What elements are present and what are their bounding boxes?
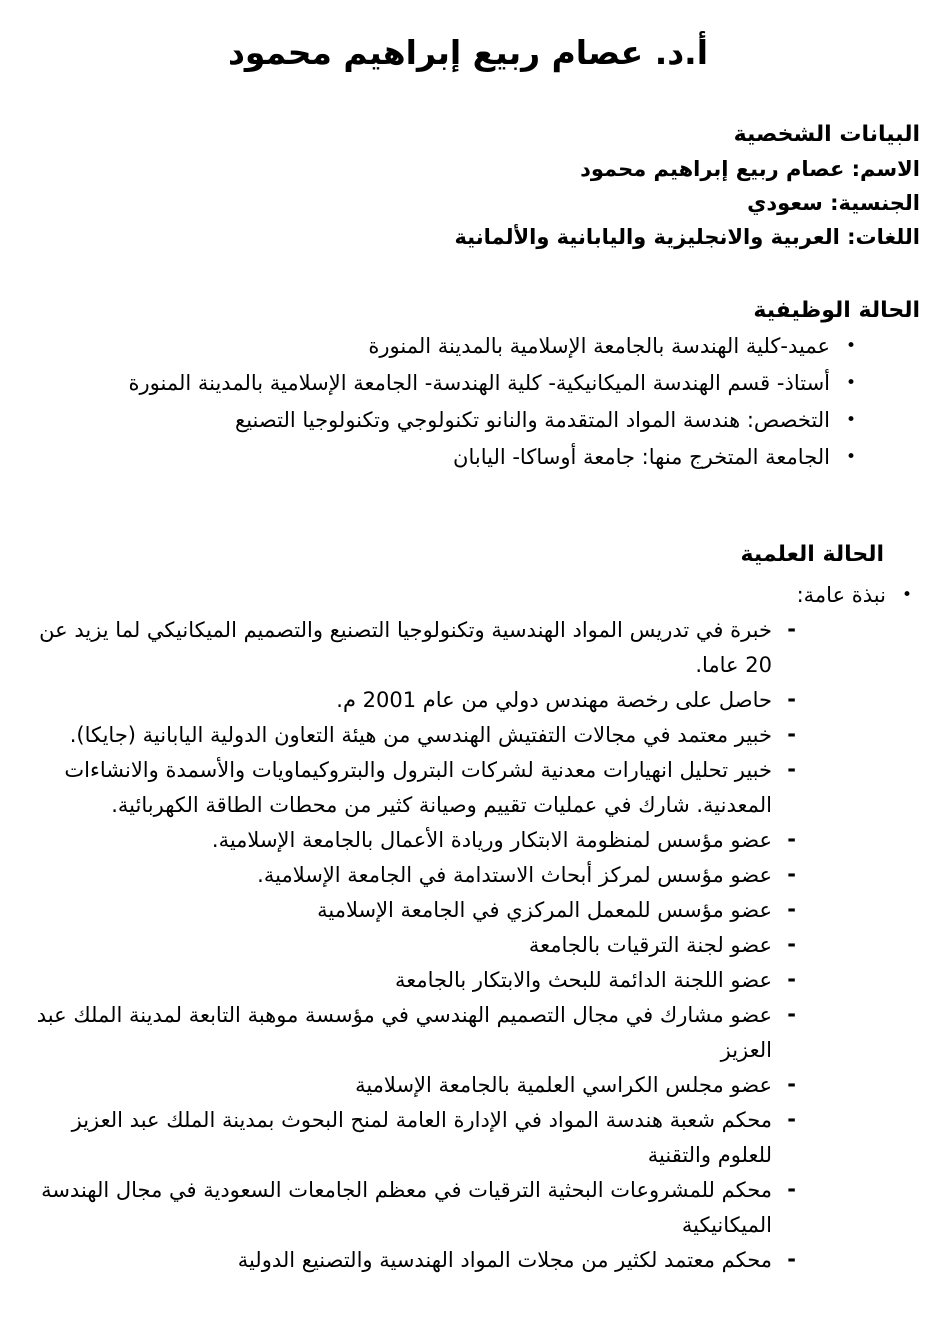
dash-icon: - bbox=[787, 1247, 796, 1271]
dash-icon: - bbox=[787, 617, 796, 641]
dash-icon: - bbox=[787, 1002, 796, 1026]
list-item bbox=[28, 1103, 796, 1173]
section-job-status bbox=[0, 294, 936, 476]
dash-icon: - bbox=[787, 722, 796, 746]
bullet-icon: • bbox=[845, 410, 856, 430]
name-line: الاسم: عصام ربيع إبراهيم محمود bbox=[580, 157, 920, 181]
dash-icon: - bbox=[787, 687, 796, 711]
list-item bbox=[28, 365, 856, 402]
list-item-text: عضو اللجنة الدائمة للبحث والابتكار بالجامعة bbox=[394, 968, 772, 992]
bullet-icon: • bbox=[845, 447, 856, 467]
overview-label-item bbox=[28, 578, 912, 613]
bullet-icon: • bbox=[845, 373, 856, 393]
list-item-text: أستاذ- قسم الهندسة الميكانيكية- كلية الهندسة- الجامعة الإسلامية بالمدينة المنورة bbox=[128, 371, 830, 395]
scientific-status-heading: الحالة العلمية bbox=[740, 542, 884, 567]
list-item-text: التخصص: هندسة المواد المتقدمة والنانو تكنولوجي وتكنولوجيا التصنيع bbox=[235, 408, 830, 432]
list-item-text: خبرة في تدريس المواد الهندسية وتكنولوجيا التصنيع والتصميم الميكانيكي لما يزيد عن 20 عاما. bbox=[39, 618, 772, 677]
list-item-text: محكم معتمد لكثير من مجلات المواد الهندسية والتصنيع الدولية bbox=[237, 1248, 772, 1272]
list-item-text: محكم شعبة هندسة المواد في الإدارة العامة لمنح البحوث بمدينة الملك عبد العزيز للعلوم والتقنية bbox=[71, 1108, 772, 1167]
document-title: أ.د. عصام ربيع إبراهيم محمود bbox=[227, 33, 709, 72]
list-item bbox=[28, 439, 856, 476]
list-item bbox=[28, 718, 796, 753]
dash-icon: - bbox=[787, 757, 796, 781]
dash-icon: - bbox=[787, 967, 796, 991]
nationality-line: الجنسية: سعودي bbox=[747, 191, 920, 215]
list-item-text: الجامعة المتخرج منها: جامعة أوساكا- اليابان bbox=[453, 445, 830, 469]
dash-icon: - bbox=[787, 862, 796, 886]
list-item bbox=[28, 613, 796, 683]
list-item bbox=[28, 963, 796, 998]
list-item-text: حاصل على رخصة مهندس دولي من عام 2001 م. bbox=[336, 688, 772, 712]
dash-icon: - bbox=[787, 1177, 796, 1201]
languages-line: اللغات: العربية والانجليزية واليابانية والألمانية bbox=[454, 225, 920, 249]
list-item bbox=[28, 823, 796, 858]
list-item-text: عميد-كلية الهندسة بالجامعة الإسلامية بالمدينة المنورة bbox=[368, 334, 830, 358]
section-scientific-status bbox=[0, 538, 936, 1278]
bullet-icon: • bbox=[901, 585, 912, 605]
dash-icon: - bbox=[787, 897, 796, 921]
list-item-text: محكم للمشروعات البحثية الترقيات في معظم الجامعات السعودية في مجال الهندسة الميكانيكية bbox=[41, 1178, 772, 1237]
list-item bbox=[28, 928, 796, 963]
list-item-text: عضو مؤسس للمعمل المركزي في الجامعة الإسلامية bbox=[317, 898, 772, 922]
job-status-heading: الحالة الوظيفية bbox=[753, 298, 920, 323]
section-personal-data bbox=[0, 118, 936, 254]
dash-icon: - bbox=[787, 1107, 796, 1131]
list-item bbox=[28, 1173, 796, 1243]
list-item bbox=[28, 328, 856, 365]
list-item bbox=[28, 998, 796, 1068]
overview-label-text: نبذة عامة: bbox=[796, 583, 886, 607]
dash-icon: - bbox=[787, 1072, 796, 1096]
dash-icon: - bbox=[787, 932, 796, 956]
list-item-text: خبير معتمد في مجالات التفتيش الهندسي من هيئة التعاون الدولية اليابانية (جايكا). bbox=[69, 723, 772, 747]
list-item bbox=[28, 753, 796, 823]
list-item-text: عضو لجنة الترقيات بالجامعة bbox=[528, 933, 772, 957]
list-item-text: خبير تحليل انهيارات معدنية لشركات البترول والبتروكيماويات والأسمدة والانشاءات المعدنية. شارك في عمليات تقييم وصيانة كثير من محطات الطاقة الكهربائية. bbox=[64, 758, 772, 817]
list-item-text: عضو مؤسس لمركز أبحاث الاستدامة في الجامعة الإسلامية. bbox=[257, 863, 772, 887]
list-item-text: عضو مؤسس لمنظومة الابتكار وريادة الأعمال بالجامعة الإسلامية. bbox=[211, 828, 772, 852]
dash-icon: - bbox=[787, 827, 796, 851]
list-item bbox=[28, 1068, 796, 1103]
personal-data-heading: البيانات الشخصية bbox=[733, 122, 920, 147]
list-item bbox=[28, 402, 856, 439]
list-item bbox=[28, 858, 796, 893]
bullet-icon: • bbox=[845, 336, 856, 356]
list-item-text: عضو مجلس الكراسي العلمية بالجامعة الإسلامية bbox=[355, 1073, 772, 1097]
list-item-text: عضو مشارك في مجال التصميم الهندسي في مؤسسة موهبة التابعة لمدينة الملك عبد العزيز bbox=[36, 1003, 772, 1062]
list-item bbox=[28, 893, 796, 928]
list-item bbox=[28, 1243, 796, 1278]
list-item bbox=[28, 683, 796, 718]
